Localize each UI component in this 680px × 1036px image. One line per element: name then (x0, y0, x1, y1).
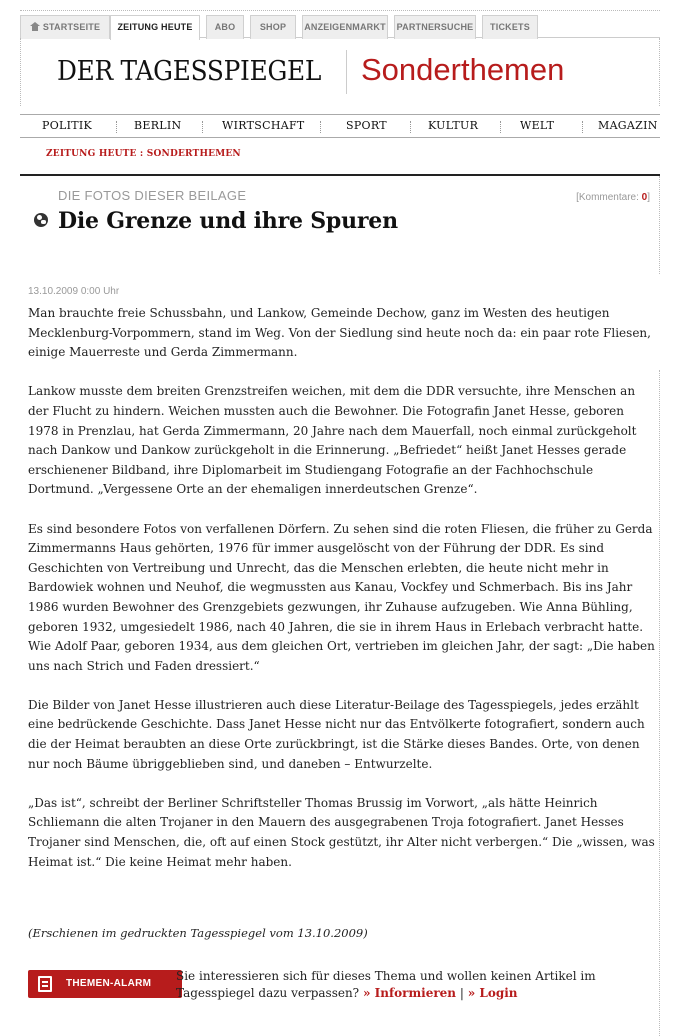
nav-divider (202, 121, 204, 133)
nav-divider (410, 121, 412, 133)
comments-count[interactable]: 0 (641, 192, 648, 203)
article-paragraph: Die Bilder von Janet Hesse illustrieren auch diese Literatur-Beilage des Tagesspiegels, jedes erzählt eine bedrückende Geschichte. Dass Janet Hesse nicht nur das Entvölkerte fotografiert, sondern auch die der Heimat beraubten an diese Orte zurückbringt, ist die Stärke dieses Bandes. Orte, von denen nur noch Bäume übriggeblieben sind, und daneben – Entwurzelte. (28, 697, 645, 771)
article-paragraph: Man brauchte freie Schussbahn, und Lankow, Gemeinde Dechow, ganz im Westen des heutigen Mecklenburg-Vorpommern, stand im Weg. Von der Siedlung sind heute noch da: ein paar rote Fliesen, einige Mauerreste und Gerda Zimmermann. (28, 306, 651, 360)
nav-divider (582, 121, 584, 133)
right-border (659, 176, 660, 274)
tab-tickets[interactable]: TICKETS (482, 15, 538, 39)
right-border (659, 370, 660, 1036)
breadcrumb[interactable]: ZEITUNG HEUTE : SONDERTHEMEN (46, 149, 241, 159)
nav-magazin[interactable]: MAGAZIN (598, 119, 658, 132)
document-icon (38, 976, 52, 992)
nav-wirtschaft[interactable]: WIRTSCHAFT (222, 119, 305, 132)
nav-welt[interactable]: WELT (520, 119, 555, 132)
themen-alarm-text: Sie interessieren sich für dieses Thema und wollen keinen Artikel im Tagesspiegel dazu verpassen? » Informieren | » Login (176, 969, 596, 1000)
nav-politik[interactable]: POLITIK (42, 119, 93, 132)
article-paragraph: Es sind besondere Fotos von verfallenen Dörfern. Zu sehen sind die roten Fliesen, die früher zu Gerda Zimmermanns Haus gehörten, 1976 für immer ausgelöscht von der Führung der DDR. Es sind Geschichten von Vertreibung und Unrecht, das die Menschen erlebten, die heute nicht mehr in Bardowiek wohnen und Neuhof, die wegmussten aus Kanau, Vockfey und Schmerbach. Bis ins Jahr 1986 wurden Bewohner des Grenzgebiets gezwungen, ihr Zuhause aufzugeben. Wie Anna Bühling, geboren 1932, umgesiedelt 1986, nach 40 Jahren, die sie in ihrem Haus in Erlebach verbracht hatte. Wie Adolf Paar, geboren 1934, aus dem gleichen Ort, vertrieben im gleichen Jahr, der sagt: „Die haben uns nach Strich und Faden dressiert.“ (28, 521, 655, 673)
globe-icon (34, 213, 48, 227)
themen-alarm-button[interactable]: THEMEN-ALARM (28, 970, 182, 998)
nav-divider (320, 121, 322, 133)
breadcrumb-rule (20, 174, 660, 176)
tab-abo[interactable]: ABO (206, 15, 244, 39)
tab-shop[interactable]: SHOP (250, 15, 296, 39)
nav-sport[interactable]: SPORT (346, 119, 387, 132)
nav-divider (500, 121, 502, 133)
article-kicker: DIE FOTOS DIESER BEILAGE (58, 188, 247, 203)
headline-row (34, 208, 398, 234)
tab-startseite[interactable]: STARTSEITE (20, 15, 110, 39)
article-body (28, 304, 656, 892)
main-nav (20, 114, 660, 138)
tab-zeitung-heute[interactable]: ZEITUNG HEUTE (110, 15, 200, 40)
article-paragraph: Lankow musste dem breiten Grenzstreifen weichen, mit dem die DDR versuchte, ihre Menschen an der Flucht zu hindern. Weichen mussten auch die Bewohner. Die Fotografin Janet Hesse, geboren 1978 in Prenzlau, hat Gerda Zimmermann, 20 Jahre nach dem Mauerfall, noch einmal zurückgeholt nach Dankow und Dankow zurückgeholt in die Erinnerung. „Befriedet“ heißt Janet Hesses gerade erschienener Bildband, ihre Diplomarbeit im Studiengang Fotografie an der Fachhochschule Dortmund. „Vergessene Orte an der ehemaligen innerdeutschen Grenze“. (28, 384, 637, 497)
page (20, 0, 660, 1036)
login-link[interactable]: » Login (467, 986, 518, 1000)
logo-divider (346, 50, 347, 94)
top-tabs (20, 10, 660, 38)
article-headline: Die Grenze und ihre Spuren (58, 208, 398, 234)
informieren-link[interactable]: » Informieren (362, 986, 457, 1000)
logo[interactable]: DER TAGESSPIEGEL (57, 56, 322, 87)
tab-anzeigenmarkt[interactable]: ANZEIGENMARKT (302, 15, 388, 39)
masthead (20, 38, 660, 106)
article-paragraph: „Das ist“, schreibt der Berliner Schriftsteller Thomas Brussig im Vorwort, „als hätte Heinrich Schliemann die alten Trojaner in den Mauern des ausgegrabenen Troja fotografiert. Janet Hesses Trojaner sind Menschen, die, oft auf einen Stock gestützt, ihr Alter nicht verbergen.“ Die „wissen, was Heimat ist.“ Die keine Heimat mehr haben. (28, 795, 655, 869)
nav-kultur[interactable]: KULTUR (428, 119, 479, 132)
home-icon (30, 22, 40, 31)
tab-partnersuche[interactable]: PARTNERSUCHE (394, 15, 476, 39)
article-date: 13.10.2009 0:00 Uhr (28, 286, 120, 297)
nav-divider (116, 121, 118, 133)
comments-link[interactable]: [Kommentare: 0] (576, 192, 650, 203)
nav-berlin[interactable]: BERLIN (134, 119, 182, 132)
section-title[interactable]: Sonderthemen (361, 52, 565, 87)
print-footnote: (Erschienen im gedruckten Tagesspiegel vom 13.10.2009) (28, 926, 368, 940)
